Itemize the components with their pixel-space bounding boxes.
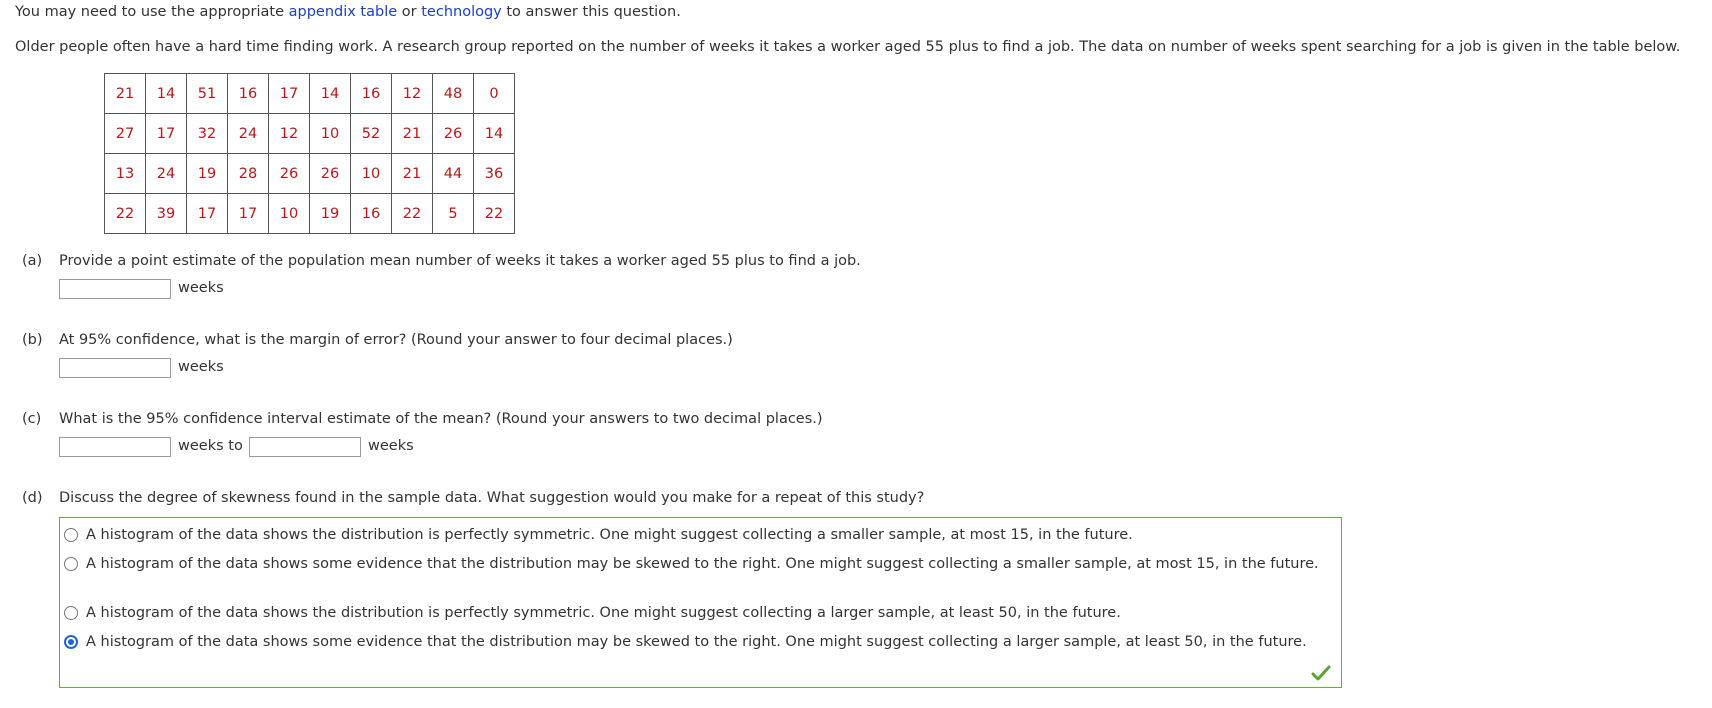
table-cell: 10 xyxy=(269,194,310,234)
choice-option-4[interactable] xyxy=(64,632,1334,652)
table-cell: 27 xyxy=(105,114,146,154)
appendix-table-link[interactable]: appendix table xyxy=(288,4,398,20)
part-d-question xyxy=(22,490,924,506)
table-cell: 17 xyxy=(228,194,269,234)
table-cell: 17 xyxy=(146,114,187,154)
table-cell: 32 xyxy=(187,114,228,154)
radio-option-4-selected[interactable] xyxy=(64,635,78,649)
radio-option-3[interactable] xyxy=(64,606,78,620)
table-row xyxy=(105,154,515,194)
table-cell: 12 xyxy=(269,114,310,154)
answer-choices xyxy=(59,517,1342,688)
table-cell: 21 xyxy=(105,74,146,114)
part-c-text: What is the 95% confidence interval estimate of the mean? (Round your answers to two decimal places.) xyxy=(59,411,823,427)
table-cell: 13 xyxy=(105,154,146,194)
choice-option-1[interactable] xyxy=(64,525,1334,545)
table-cell: 22 xyxy=(392,194,433,234)
part-d-label: (d) xyxy=(22,490,43,506)
radio-option-2[interactable] xyxy=(64,557,78,571)
intro-middle: or xyxy=(401,4,417,20)
table-cell: 10 xyxy=(310,114,351,154)
table-cell: 17 xyxy=(187,194,228,234)
table-cell: 26 xyxy=(433,114,474,154)
table-cell: 14 xyxy=(146,74,187,114)
table-cell: 16 xyxy=(228,74,269,114)
technology-link[interactable]: technology xyxy=(421,4,502,20)
table-cell: 16 xyxy=(351,74,392,114)
table-cell: 16 xyxy=(351,194,392,234)
table-cell: 36 xyxy=(474,154,515,194)
table-cell: 0 xyxy=(474,74,515,114)
table-cell: 51 xyxy=(187,74,228,114)
part-c-lower-input[interactable] xyxy=(59,437,171,457)
table-cell: 39 xyxy=(146,194,187,234)
part-b-text: At 95% confidence, what is the margin of error? (Round your answer to four decimal places.) xyxy=(59,332,733,348)
intro-line xyxy=(15,4,681,20)
intro-suffix: to answer this question. xyxy=(506,4,681,20)
part-b-label: (b) xyxy=(22,332,43,348)
table-row xyxy=(105,74,515,114)
table-cell: 14 xyxy=(310,74,351,114)
table-cell: 21 xyxy=(392,114,433,154)
choice-text-1: A histogram of the data shows the distribution is perfectly symmetric. One might suggest collecting a smaller sample, at most 15, in the future. xyxy=(86,527,1133,543)
part-c-upper-input[interactable] xyxy=(249,437,361,457)
table-cell: 26 xyxy=(310,154,351,194)
choice-option-3[interactable] xyxy=(64,603,1334,623)
part-c-label: (c) xyxy=(22,411,42,427)
part-c-unit-end: weeks xyxy=(368,438,414,454)
part-b-unit: weeks xyxy=(178,359,224,375)
table-cell: 22 xyxy=(105,194,146,234)
intro-prefix: You may need to use the appropriate xyxy=(15,4,284,20)
table-cell: 21 xyxy=(392,154,433,194)
choice-text-3: A histogram of the data shows the distribution is perfectly symmetric. One might suggest collecting a larger sample, at least 50, in the future. xyxy=(86,605,1121,621)
part-c-unit-to: weeks to xyxy=(178,438,243,454)
table-cell: 48 xyxy=(433,74,474,114)
part-b-question xyxy=(22,332,733,348)
choice-text-4: A histogram of the data shows some evidence that the distribution may be skewed to the right. One might suggest collecting a larger sample, at least 50, in the future. xyxy=(86,634,1307,650)
data-table xyxy=(104,73,515,234)
check-icon xyxy=(1311,665,1331,681)
part-a-text: Provide a point estimate of the population mean number of weeks it takes a worker aged 55 plus to find a job. xyxy=(59,253,861,269)
table-cell: 19 xyxy=(187,154,228,194)
table-cell: 5 xyxy=(433,194,474,234)
table-row xyxy=(105,194,515,234)
choice-text-2: A histogram of the data shows some evidence that the distribution may be skewed to the right. One might suggest collecting a smaller sample, at most 15, in the future. xyxy=(86,556,1319,572)
problem-text: Older people often have a hard time finding work. A research group reported on the number of weeks it takes a worker aged 55 plus to find a job. The data on number of weeks spent searching for a job is given in the table below. xyxy=(15,39,1681,55)
part-a-label: (a) xyxy=(22,253,43,269)
table-cell: 10 xyxy=(351,154,392,194)
part-c-question xyxy=(22,411,823,427)
table-cell: 24 xyxy=(146,154,187,194)
part-d-text: Discuss the degree of skewness found in the sample data. What suggestion would you make for a repeat of this study? xyxy=(59,490,925,506)
table-cell: 28 xyxy=(228,154,269,194)
table-cell: 17 xyxy=(269,74,310,114)
table-cell: 26 xyxy=(269,154,310,194)
part-a-answer-input[interactable] xyxy=(59,279,171,299)
table-cell: 52 xyxy=(351,114,392,154)
part-b-answer-input[interactable] xyxy=(59,358,171,378)
part-a-unit: weeks xyxy=(178,280,224,296)
choice-option-2[interactable] xyxy=(64,554,1334,574)
table-cell: 44 xyxy=(433,154,474,194)
table-cell: 12 xyxy=(392,74,433,114)
table-cell: 22 xyxy=(474,194,515,234)
table-cell: 14 xyxy=(474,114,515,154)
table-row xyxy=(105,114,515,154)
table-cell: 19 xyxy=(310,194,351,234)
table-cell: 24 xyxy=(228,114,269,154)
radio-option-1[interactable] xyxy=(64,528,78,542)
part-a-question xyxy=(22,253,861,269)
